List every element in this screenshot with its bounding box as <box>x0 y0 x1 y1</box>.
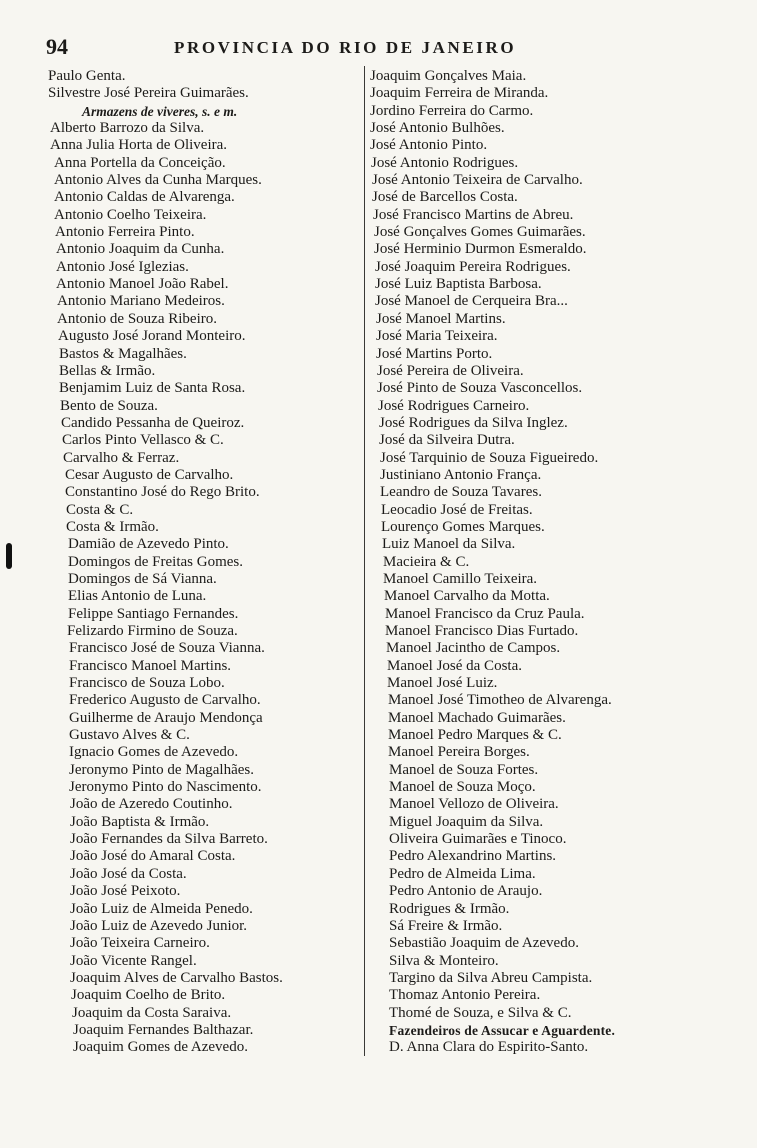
list-entry: José Manoel de Cerqueira Bra... <box>375 293 568 310</box>
list-entry: José Luiz Baptista Barbosa. <box>375 276 542 293</box>
list-entry: Bellas & Irmão. <box>59 362 156 379</box>
list-entry: Pedro de Almeida Lima. <box>389 865 536 882</box>
list-entry: João Teixeira Carneiro. <box>70 935 210 952</box>
list-entry: José Tarquinio de Souza Figueiredo. <box>380 449 599 466</box>
list-entry: Anna Julia Horta de Oliveira. <box>50 137 228 154</box>
list-entry: João Luiz de Almeida Penedo. <box>70 900 253 917</box>
left-column <box>48 68 353 1057</box>
list-entry: João José da Costa. <box>70 865 187 882</box>
list-entry: Manoel Francisco da Cruz Paula. <box>385 605 585 622</box>
list-entry: Thomaz Antonio Pereira. <box>389 987 541 1004</box>
list-entry: José Gonçalves Gomes Guimarães. <box>374 224 586 241</box>
list-entry: José Antonio Bulhões. <box>370 120 505 137</box>
list-entry: Thomé de Souza, e Silva & C. <box>389 1004 572 1021</box>
list-entry: Manoel de Souza Fortes. <box>389 761 539 778</box>
list-entry: Francisco José de Souza Vianna. <box>69 640 265 657</box>
list-entry: Macieira & C. <box>383 553 470 570</box>
list-entry: Manoel Vellozo de Oliveira. <box>389 796 559 813</box>
list-entry: Felippe Santiago Fernandes. <box>68 605 239 622</box>
list-entry: José Martins Porto. <box>376 345 493 362</box>
list-entry: José Rodrigues da Silva Inglez. <box>379 414 568 431</box>
list-entry: Sebastião Joaquim de Azevedo. <box>389 935 579 952</box>
list-entry: Antonio Caldas de Alvarenga. <box>54 189 235 206</box>
list-entry: Jordino Ferreira do Carmo. <box>370 102 534 119</box>
list-entry: Justiniano Antonio França. <box>380 466 542 483</box>
list-entry: José de Barcellos Costa. <box>372 189 518 206</box>
list-entry: Joaquim Gomes de Azevedo. <box>73 1039 248 1056</box>
list-entry: Manoel Camillo Teixeira. <box>383 570 538 587</box>
list-entry: Lourenço Gomes Marques. <box>381 518 545 535</box>
list-entry: Jeronymo Pinto do Nascimento. <box>69 779 262 796</box>
list-entry: Pedro Alexandrino Martins. <box>389 848 557 865</box>
list-entry: Pedro Antonio de Araujo. <box>389 883 543 900</box>
list-entry: José Rodrigues Carneiro. <box>378 397 530 414</box>
list-entry: João Fernandes da Silva Barreto. <box>70 831 268 848</box>
list-entry: Gustavo Alves & C. <box>69 727 190 744</box>
list-entry: Miguel Joaquim da Silva. <box>389 813 544 830</box>
list-entry: Manoel Francisco Dias Furtado. <box>385 623 579 639</box>
list-entry: Joaquim Fernandes Balthazar. <box>73 1021 254 1038</box>
list-entry: Bento de Souza. <box>60 397 158 414</box>
list-entry: Alberto Barrozo da Silva. <box>50 120 205 137</box>
list-entry: João Baptista & Irmão. <box>70 813 210 830</box>
list-entry: Joaquim Ferreira de Miranda. <box>370 85 549 102</box>
list-entry: José Antonio Rodrigues. <box>371 154 519 171</box>
list-entry: Ignacio Gomes de Azevedo. <box>69 744 239 761</box>
list-entry: José Pinto de Souza Vasconcellos. <box>377 380 583 397</box>
list-entry: José Antonio Pinto. <box>370 137 488 154</box>
column-rule <box>364 66 365 1056</box>
list-entry: Antonio Alves da Cunha Marques. <box>54 172 262 189</box>
list-entry: João José Peixoto. <box>70 883 181 900</box>
list-entry: Felizardo Firmino de Souza. <box>67 623 238 639</box>
list-entry: José Herminio Durmon Esmeraldo. <box>374 241 587 258</box>
list-entry: Antonio José Iglezias. <box>56 258 189 275</box>
list-entry: Domingos de Freitas Gomes. <box>68 553 243 570</box>
list-entry: Costa & Irmão. <box>66 518 159 535</box>
page-header <box>46 34 736 64</box>
list-entry: Manoel de Souza Moço. <box>389 779 536 796</box>
list-entry: Guilherme de Araujo Mendonça <box>69 709 263 726</box>
list-entry: Antonio de Souza Ribeiro. <box>57 310 217 327</box>
list-entry: Francisco de Souza Lobo. <box>69 675 225 692</box>
list-entry: Rodrigues & Irmão. <box>389 900 510 917</box>
list-entry: Candido Pessanha de Queiroz. <box>61 414 245 431</box>
list-entry: Bastos & Magalhães. <box>59 345 187 362</box>
list-entry: Silvestre José Pereira Guimarães. <box>48 85 249 102</box>
list-entry: Antonio Manoel João Rabel. <box>56 276 229 293</box>
right-column <box>368 68 740 1057</box>
list-entry: Manoel Machado Guimarães. <box>388 709 566 726</box>
list-entry: José Pereira de Oliveira. <box>377 362 524 379</box>
list-entry: Elias Antonio de Luna. <box>68 588 207 605</box>
list-entry: D. Anna Clara do Espirito-Santo. <box>389 1039 589 1056</box>
list-entry: Manoel José Luiz. <box>387 675 498 692</box>
running-title: PROVINCIA DO RIO DE JANEIRO <box>174 38 517 57</box>
page-number: 94 <box>46 34 68 59</box>
list-entry: José Manoel Martins. <box>376 310 506 327</box>
list-entry: José Maria Teixeira. <box>376 328 498 345</box>
list-entry: José Antonio Teixeira de Carvalho. <box>372 172 583 189</box>
list-entry: Costa & C. <box>66 501 134 518</box>
list-entry: Manoel Pereira Borges. <box>388 744 530 761</box>
margin-mark <box>6 543 12 569</box>
list-entry: Frederico Augusto de Carvalho. <box>69 692 261 709</box>
list-entry: Antonio Ferreira Pinto. <box>55 224 195 241</box>
list-entry: Anna Portella da Conceição. <box>54 154 226 171</box>
list-entry: Luiz Manoel da Silva. <box>382 536 516 553</box>
section-heading: Armazens de viveres, s. e m. <box>82 103 238 119</box>
list-entry: Manoel José Timotheo de Alvarenga. <box>388 692 612 709</box>
list-entry: João José do Amaral Costa. <box>70 848 236 865</box>
list-entry: Benjamim Luiz de Santa Rosa. <box>59 380 246 397</box>
list-entry: Antonio Coelho Teixeira. <box>54 206 207 223</box>
list-entry: Sá Freire & Irmão. <box>389 917 503 934</box>
list-entry: Joaquim Gonçalves Maia. <box>370 68 527 84</box>
list-entry: Manoel Carvalho da Motta. <box>384 588 550 605</box>
list-entry: Leandro de Souza Tavares. <box>380 484 542 501</box>
list-entry: Manoel José da Costa. <box>387 657 522 674</box>
list-entry: Joaquim da Costa Saraiva. <box>72 1004 232 1021</box>
list-entry: Domingos de Sá Vianna. <box>68 570 217 587</box>
list-entry: Carvalho & Ferraz. <box>63 449 180 466</box>
list-entry: Constantino José do Rego Brito. <box>65 484 260 501</box>
list-entry: Manoel Jacintho de Campos. <box>386 640 561 657</box>
list-entry: Leocadio José de Freitas. <box>381 501 533 518</box>
list-entry: Paulo Genta. <box>48 68 126 84</box>
list-entry: José Joaquim Pereira Rodrigues. <box>375 258 571 275</box>
list-entry: Augusto José Jorand Monteiro. <box>58 328 246 345</box>
list-entry: Targino da Silva Abreu Campista. <box>389 969 593 986</box>
list-entry: João de Azeredo Coutinho. <box>70 796 233 813</box>
list-entry: João Luiz de Azevedo Junior. <box>70 917 248 934</box>
list-entry: Carlos Pinto Vellasco & C. <box>62 432 224 449</box>
list-entry: Cesar Augusto de Carvalho. <box>65 466 234 483</box>
list-entry: Joaquim Alves de Carvalho Bastos. <box>70 969 283 986</box>
list-entry: Joaquim Coelho de Brito. <box>71 987 226 1004</box>
list-entry: José Francisco Martins de Abreu. <box>373 206 574 223</box>
list-entry: Manoel Pedro Marques & C. <box>388 727 562 744</box>
list-entry: José da Silveira Dutra. <box>379 432 515 449</box>
section-heading: Fazendeiros de Assucar e Aguardente. <box>389 1022 616 1038</box>
list-entry: Antonio Joaquim da Cunha. <box>56 241 225 258</box>
list-entry: Francisco Manoel Martins. <box>69 657 232 674</box>
list-entry: João Vicente Rangel. <box>70 952 197 969</box>
list-entry: Silva & Monteiro. <box>389 952 499 969</box>
list-entry: Oliveira Guimarães e Tinoco. <box>389 831 567 848</box>
list-entry: Damião de Azevedo Pinto. <box>68 536 229 553</box>
list-entry: Jeronymo Pinto de Magalhães. <box>69 761 254 778</box>
list-entry: Antonio Mariano Medeiros. <box>57 293 225 310</box>
